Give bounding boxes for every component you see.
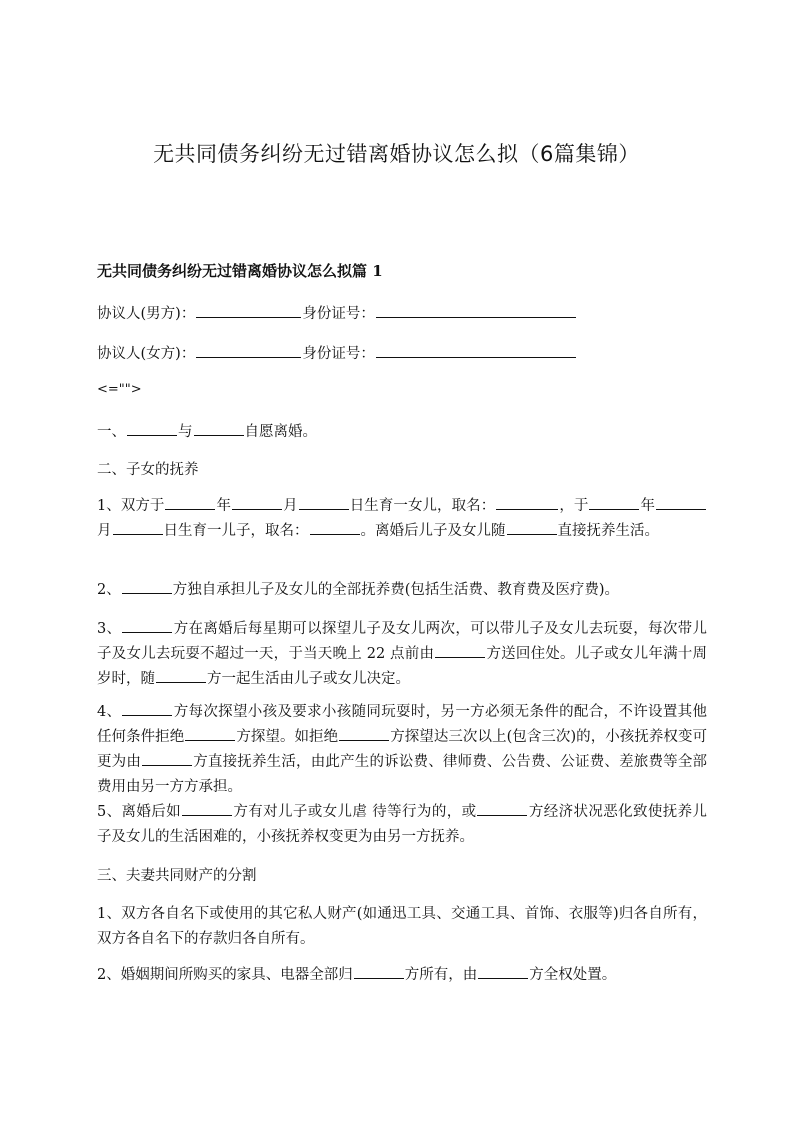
blank bbox=[122, 700, 172, 716]
blank bbox=[507, 519, 557, 535]
text: 年 bbox=[216, 498, 232, 514]
text: 方所有，由 bbox=[404, 967, 478, 983]
id-label-female: 身份证号： bbox=[302, 346, 375, 362]
party-female-blank bbox=[196, 342, 301, 358]
blank bbox=[194, 420, 244, 436]
item-one-suffix: 自愿离婚。 bbox=[244, 424, 317, 440]
blank bbox=[122, 578, 172, 594]
blank bbox=[310, 519, 360, 535]
blank bbox=[156, 667, 206, 683]
text: 2、 bbox=[97, 582, 121, 598]
id-female-blank bbox=[376, 342, 576, 358]
blank bbox=[589, 494, 639, 510]
paragraph-5 bbox=[97, 800, 707, 850]
heading-child-custody: 二、子女的抚养 bbox=[97, 462, 199, 478]
blank bbox=[656, 494, 706, 510]
blank bbox=[435, 642, 485, 658]
text: 方有对儿子或女儿虐 待等行为的，或 bbox=[233, 804, 477, 820]
text: 方探望。如拒绝 bbox=[236, 729, 339, 745]
blank bbox=[477, 800, 527, 816]
item-one-mid: 与 bbox=[178, 424, 193, 440]
text: 方每次探望小孩及要求小孩随同玩耍时，另一方必须无条件的配合，不许设置其他任何条件拒绝 bbox=[97, 704, 707, 745]
blank bbox=[127, 420, 177, 436]
paragraph-2 bbox=[97, 578, 707, 603]
section-heading: 无共同债务纠纷无过错离婚协议怎么拟篇 1 bbox=[97, 262, 383, 280]
blank bbox=[339, 725, 389, 741]
blank bbox=[232, 494, 282, 510]
paragraph-3 bbox=[97, 617, 707, 692]
text: 方经济状况恶化致使抚养儿子及女儿的生活困难的，小孩抚养权变更为由另一方抚养。 bbox=[97, 804, 708, 845]
party-female-line bbox=[97, 342, 577, 366]
document-title: 无共同债务纠纷无过错离婚协议怎么拟（6篇集锦） bbox=[153, 142, 640, 166]
text: 方直接抚养生活，由此产生的诉讼费、律师费、公告费、公证费、差旅费等全部费用由另一方方承担。 bbox=[97, 754, 708, 795]
text: 方一起生活由儿子或女儿决定。 bbox=[207, 671, 410, 687]
text: 日生育一女儿，取名： bbox=[349, 498, 496, 514]
text: 直接抚养生活。 bbox=[557, 523, 659, 539]
text: 4、 bbox=[97, 704, 122, 720]
blank bbox=[478, 963, 528, 979]
party-male-line bbox=[97, 302, 577, 326]
paragraph-4 bbox=[97, 700, 707, 800]
party-male-label: 协议人(男方)： bbox=[97, 306, 196, 322]
item-one-prefix: 一、 bbox=[97, 424, 126, 440]
blank bbox=[182, 800, 232, 816]
text: 方全权处置。 bbox=[529, 967, 617, 983]
text: 年 bbox=[640, 498, 656, 514]
text: 月 bbox=[283, 498, 298, 514]
blank bbox=[142, 750, 192, 766]
party-female-label: 协议人(女方)： bbox=[97, 346, 196, 362]
text: 2、婚姻期间所购买的家具、电器全部归 bbox=[97, 967, 353, 983]
text: 。离婚后儿子及女儿随 bbox=[360, 523, 506, 539]
text: ，于 bbox=[559, 498, 589, 514]
party-male-blank bbox=[196, 302, 301, 318]
text: 5、离婚后如 bbox=[97, 804, 182, 820]
text: 1、双方于 bbox=[97, 498, 165, 514]
text: 方探望达三次以上(包含三次)的，小孩抚养权变可更为由 bbox=[97, 729, 708, 770]
id-label-male: 身份证号： bbox=[302, 306, 375, 322]
item-one bbox=[97, 420, 317, 444]
blank bbox=[496, 494, 558, 510]
text: 月 bbox=[97, 523, 112, 539]
paragraph-6: 1、双方各自名下或使用的其它私人财产(如通迅工具、交通工具、首饰、衣服等)归各自所有，双方各自名下的存款归各自所有。 bbox=[97, 906, 707, 947]
text: 方在离婚后每星期可以探望儿子及女儿两次，可以带儿子及女儿去玩耍，每次带儿子及女儿去玩耍不超过一天，于当天晚上 22 点前由 bbox=[97, 621, 707, 662]
blank bbox=[185, 725, 235, 741]
blank bbox=[299, 494, 349, 510]
blank bbox=[165, 494, 215, 510]
code-artifact-line: <=""> bbox=[97, 382, 142, 397]
blank bbox=[122, 617, 172, 633]
paragraph-1 bbox=[97, 494, 707, 544]
blank bbox=[113, 519, 163, 535]
paragraph-7 bbox=[97, 963, 707, 988]
id-male-blank bbox=[376, 302, 576, 318]
text: 3、 bbox=[97, 621, 122, 637]
blank bbox=[354, 963, 404, 979]
heading-property-division: 三、夫妻共同财产的分割 bbox=[97, 868, 257, 884]
text: 方送回住处。儿子或女儿年满十周岁时，随 bbox=[97, 646, 708, 687]
text: 方独自承担儿子及女儿的全部抚养费(包括生活费、教育费及医疗费)。 bbox=[172, 582, 620, 598]
text: 日生育一儿子，取名： bbox=[163, 523, 309, 539]
